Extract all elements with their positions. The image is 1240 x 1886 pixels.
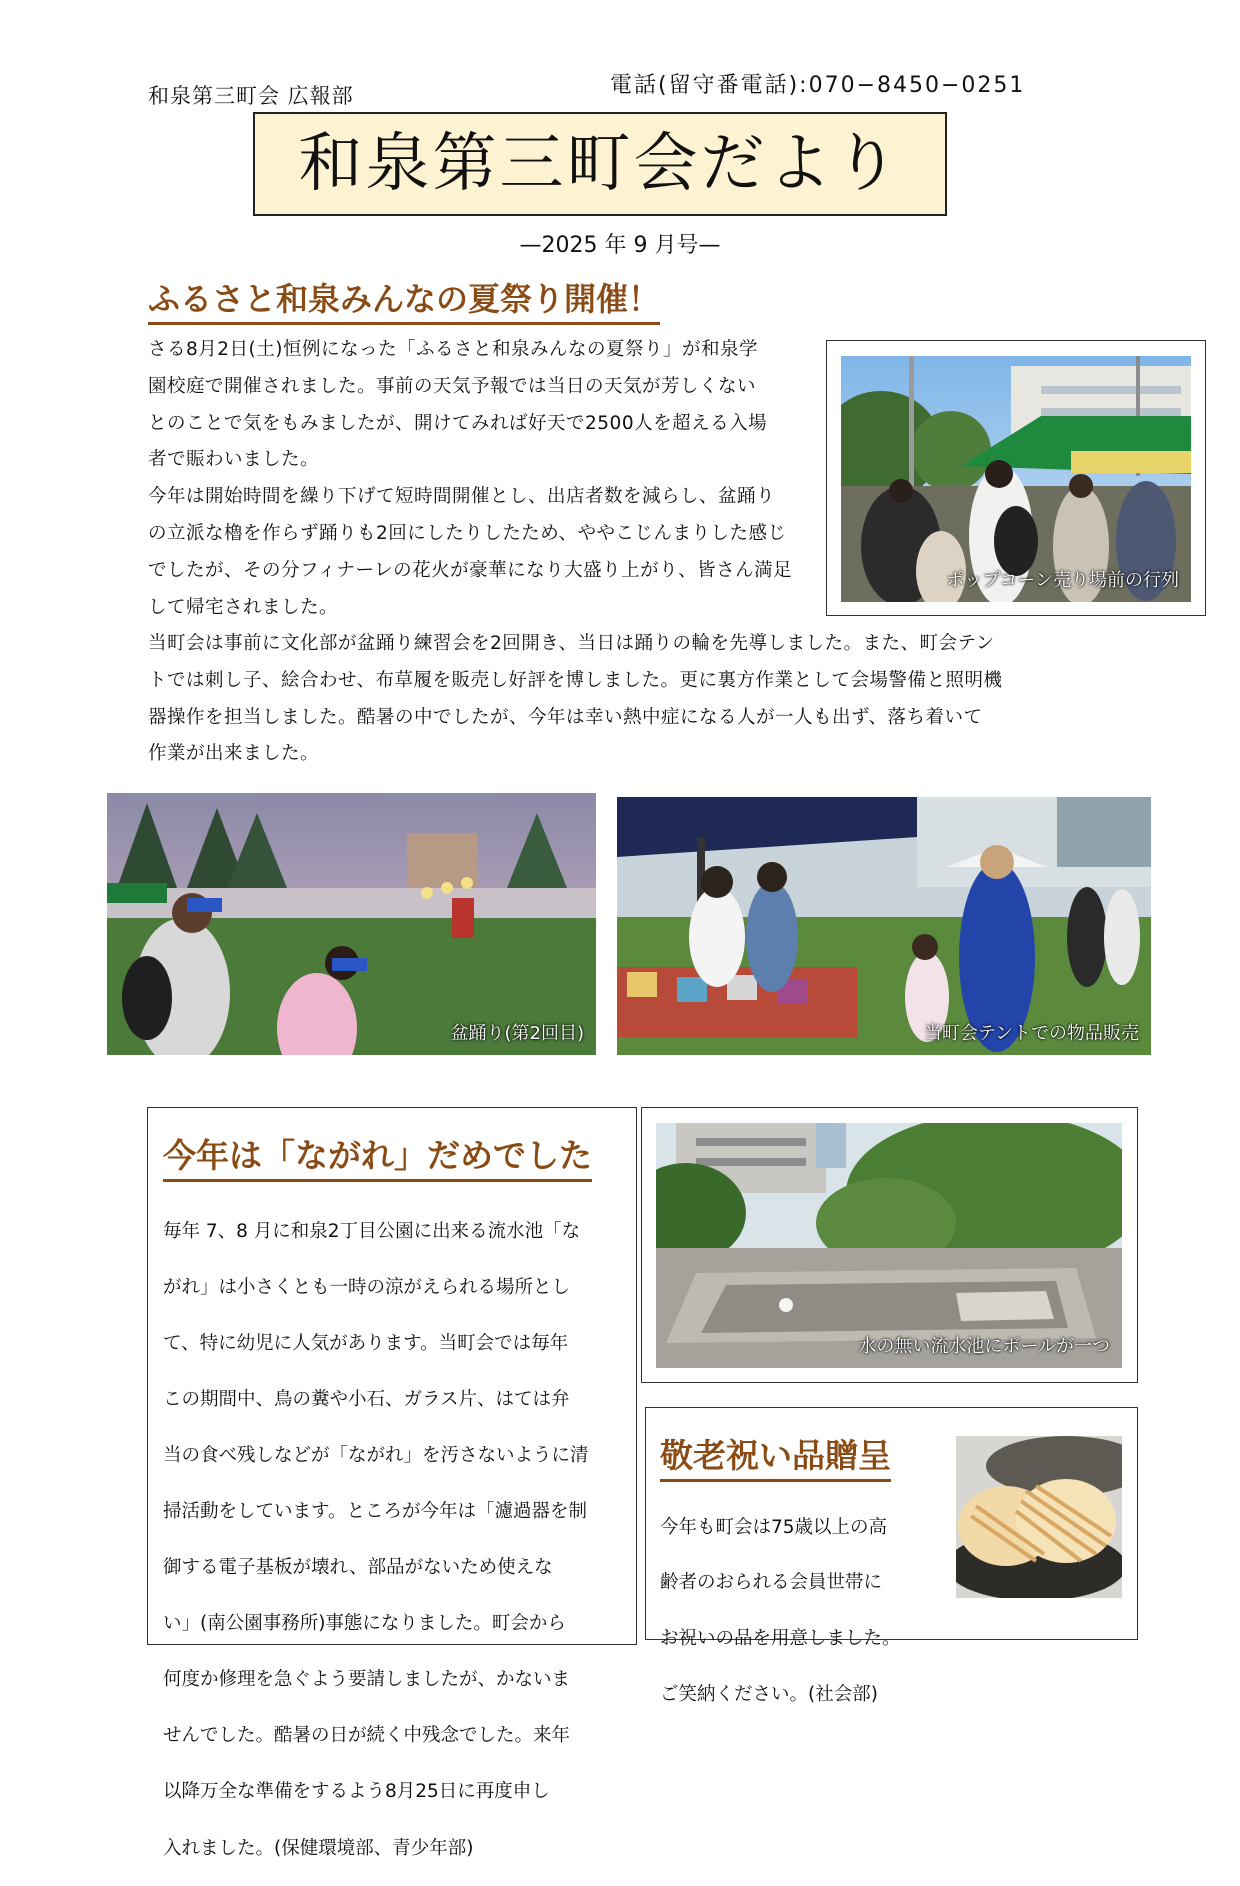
popcorn-photo: [841, 356, 1191, 602]
popcorn-photo-frame: [826, 340, 1206, 616]
text-line: 当町会は事前に文化部が盆踊り練習会を2回開き、当日は踊りの輪を先導しました。また、町会テン: [148, 633, 995, 654]
keiro-headline: 敬老祝い品贈呈: [660, 1430, 891, 1482]
text-line: 当の食べ残しなどが「ながれ」を汚さないように清: [163, 1444, 589, 1466]
text-line: 作業が出来ました。: [148, 743, 320, 765]
text-line: して帰宅されました。: [148, 596, 339, 618]
text-line: 器操作を担当しました。酷暑の中でしたが、今年は幸い熱中症になる人が一人も出ず、落ち着いて: [148, 706, 983, 728]
waffle-sweets-image: [956, 1436, 1122, 1598]
phone-number: 電話(留守番電話):070−8450−0251: [610, 73, 1026, 98]
newsletter-title: 和泉第三町会だより: [298, 127, 902, 201]
text-line: の立派な櫓を作らず踊りも2回にしたりしたため、ややこじんまりした感じ: [148, 522, 787, 544]
text-line: 齢者のおられる会員世帯に: [660, 1572, 883, 1594]
text-line: 何度か修理を急ぐよう要請しましたが、かないま: [163, 1669, 571, 1691]
festival-paragraph-2: [148, 626, 1068, 773]
bonodori-photo-caption: 盆踊り(第2回目): [450, 1023, 584, 1044]
festival-headline: ふるさと和泉みんなの夏祭り開催！: [148, 274, 660, 325]
festival-paragraph-1: [148, 332, 823, 626]
text-line: 今年も町会は75歳以上の高: [660, 1516, 888, 1538]
text-line: せんでした。酷暑の日が続く中残念でした。来年: [163, 1725, 571, 1747]
bonodori-photo: [107, 793, 596, 1055]
text-line: 御する電子基板が壊れ、部品がないため使えな: [163, 1557, 553, 1579]
issue-date: —2025 年 9 月号—: [519, 233, 721, 258]
pool-photo-caption: 水の無い流水池にボールが一つ: [858, 1336, 1110, 1357]
popcorn-photo-caption: ポップコーン売り場前の行列: [946, 570, 1179, 591]
nagare-headline: 今年は「ながれ」だめでした: [163, 1130, 592, 1182]
text-line: 掃活動をしています。ところが今年は「濾過器を制: [163, 1500, 588, 1522]
text-line: でしたが、その分フィナーレの花火が豪華になり大盛り上がり、皆さん満足: [148, 559, 793, 581]
text-line: がれ」は小さくとも一時の涼がえられる場所とし: [163, 1276, 571, 1298]
text-line: とのことで気をもみましたが、開けてみれば好天で2500人を超える入場: [148, 412, 768, 434]
text-line: 今年は開始時間を繰り下げて短時間開催とし、出店者数を減らし、盆踊り: [148, 486, 776, 508]
text-line: 以降万全な準備をするよう8月25日に再度申し: [163, 1781, 550, 1803]
gift-sweets-photo: [956, 1436, 1122, 1598]
text-line: トでは刺し子、絵合わせ、布草履を販売し好評を博しました。更に裏方作業として会場警備と照明機: [148, 669, 1003, 691]
text-line: い」(南公園事務所)事態になりました。町会から: [163, 1613, 566, 1635]
pool-photo: [656, 1123, 1122, 1368]
pool-photo-frame: [641, 1107, 1138, 1383]
newsletter-title-box: [253, 112, 947, 216]
text-line: ご笑納ください。(社会部): [660, 1684, 878, 1706]
text-line: この期間中、鳥の糞や小石、ガラス片、はては弁: [163, 1388, 570, 1410]
text-line: 者で賑わいました。: [148, 449, 320, 471]
text-line: て、特に幼児に人気があります。当町会では毎年: [163, 1332, 569, 1354]
nagare-paragraph: [163, 1194, 625, 1886]
text-line: お祝いの品を用意しました。: [660, 1628, 901, 1650]
text-line: 園校庭で開催されました。事前の天気予報では当日の天気が芳しくない: [148, 375, 757, 397]
publisher-label: 和泉第三町会 広報部: [148, 84, 354, 108]
keiro-paragraph: [660, 1490, 930, 1732]
tent-sales-photo-caption: 当町会テントでの物品販売: [923, 1023, 1139, 1044]
text-line: 入れました。(保健環境部、青少年部): [163, 1837, 474, 1859]
text-line: さる8月2日(土)恒例になった「ふるさと和泉みんなの夏祭り」が和泉学: [148, 339, 758, 360]
text-line: 毎年 7、8 月に和泉2丁目公園に出来る流水池「な: [163, 1220, 581, 1242]
tent-sales-image: [617, 797, 1151, 1055]
tent-sales-photo: [617, 797, 1151, 1055]
bonodori-dance-image: [107, 793, 596, 1055]
